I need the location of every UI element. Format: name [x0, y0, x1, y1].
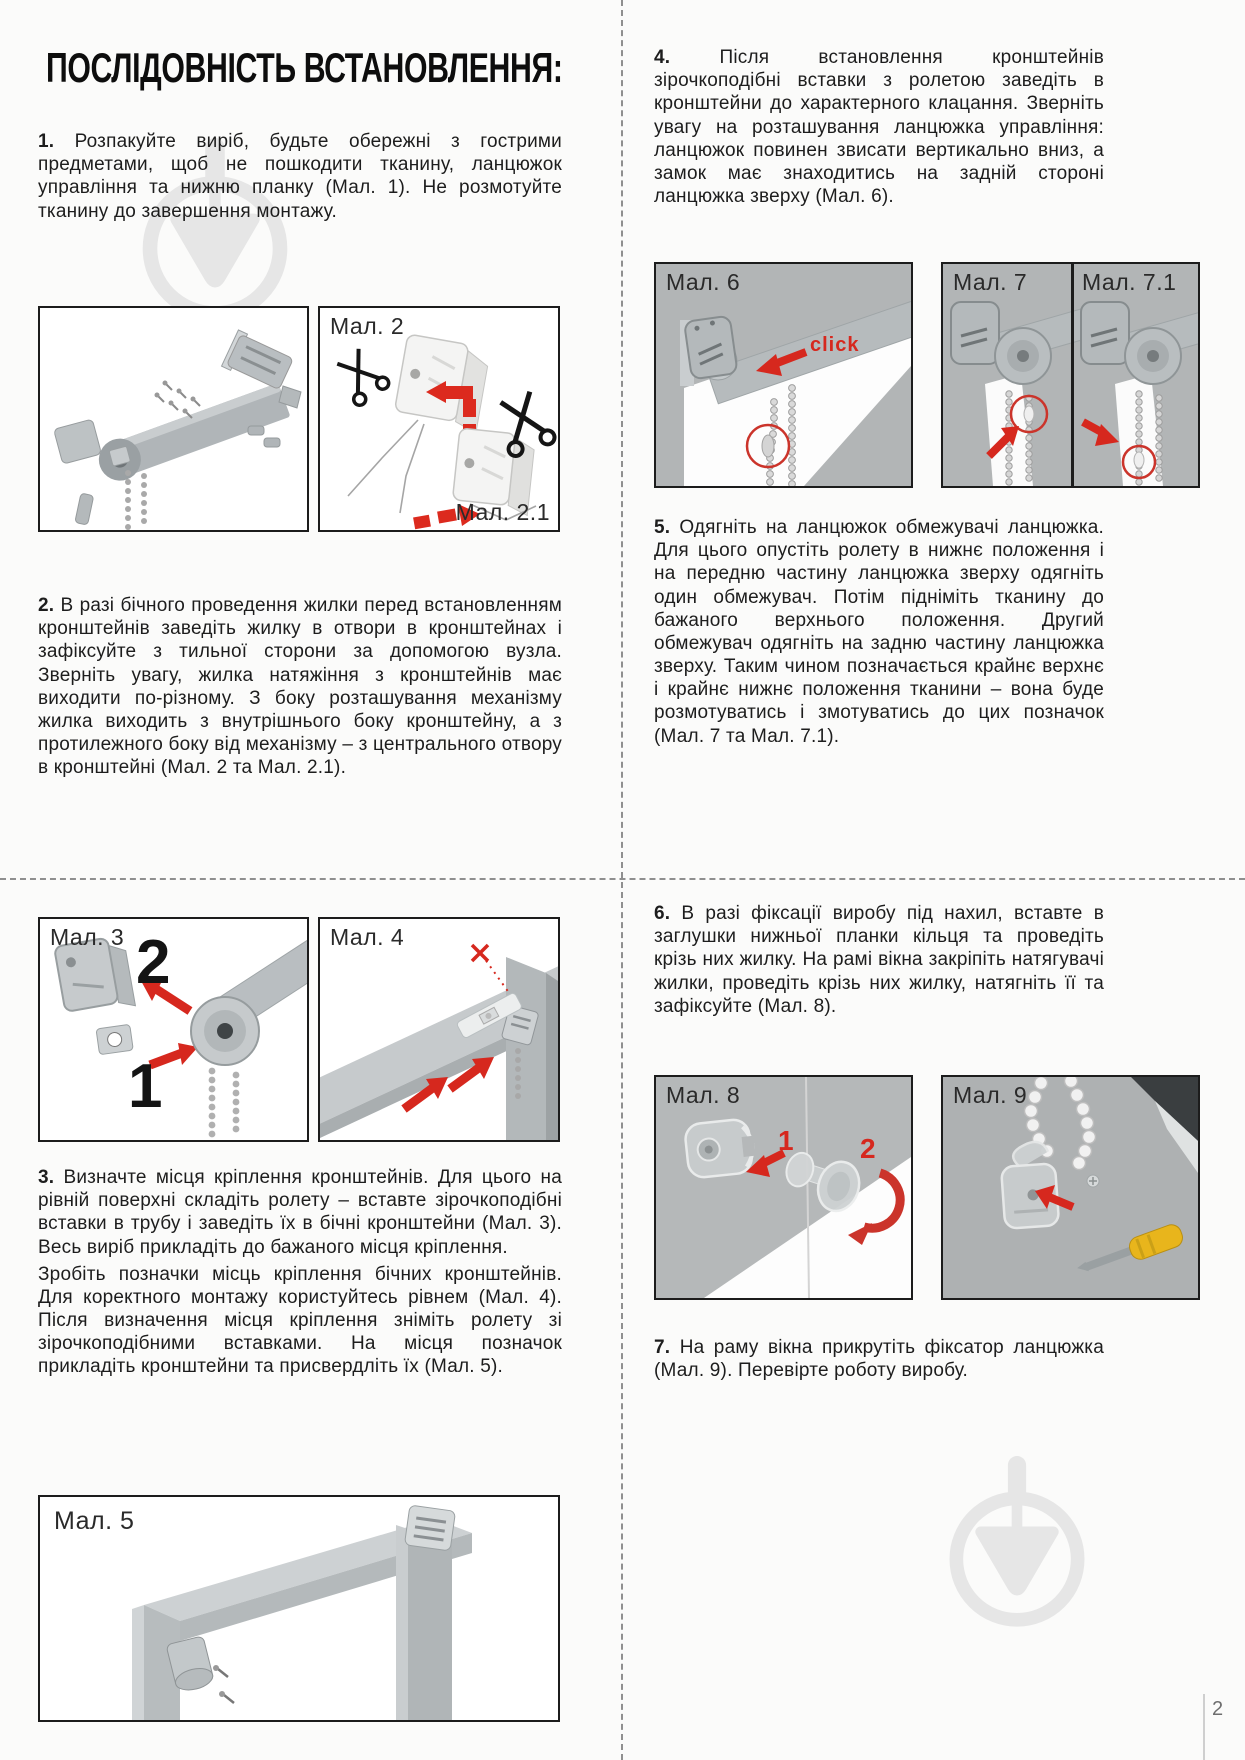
assembly-illustration: [40, 919, 307, 1140]
step-number: 2.: [38, 595, 55, 616]
figure-label: Мал. 3: [50, 924, 125, 950]
step-text: В разі бічного проведення жилки перед встановленням кронштейнів заведіть жилку в отвори в кронштейнах і зафіксуйте з тильної сторони за допомогою вузла. Зверніть увагу, жилка натяжіння з кронштейнів має виходити по-різному. З боку розташування механізму жилка виходить з внутрішнього боку кронштейну, а з протилежного боку від механізму – з центрального отвору в кронштейні (Мал. 2 та Мал. 2.1).: [38, 595, 563, 779]
figure-mal-1: [38, 306, 309, 532]
frame-post-right: [408, 1529, 452, 1720]
figure-mal-5: [38, 1495, 560, 1722]
figure-mal-7: [941, 262, 1200, 488]
step-number: 6.: [654, 903, 671, 924]
click-mount-illustration: [656, 264, 911, 486]
step-number: 5.: [654, 517, 671, 538]
step-text: На раму вікна прикрутіть фіксатор ланцюжка (Мал. 9). Перевірте роботу виробу.: [654, 1337, 1105, 1382]
footer-divider-line: [1203, 1694, 1205, 1760]
tension-cord: [348, 420, 418, 496]
page-number: 2: [1212, 1698, 1224, 1720]
sequence-marker-1: 1: [778, 1125, 794, 1156]
screws: [155, 381, 201, 419]
window-post-side: [546, 973, 558, 1140]
figure-mal-9: [941, 1075, 1200, 1300]
bead-chain: [125, 470, 147, 530]
step-number: 3.: [38, 1167, 55, 1188]
brand-watermark-icon: [941, 1456, 1093, 1638]
step-number: 7.: [654, 1337, 671, 1358]
step-text: Одягніть на ланцюжок обмежувачі ланцюжка. Для цього опустіть ролету в нижнє положення і на передню частину ланцюжка зверху одягніть один обмежувач. Потім підніміть тканину до бажаного верхнього положення. Другий обмежувач одягніть на задню частину ланцюжка зверху. Таким чином позначається крайнє верхнє і крайнє нижнє положення тканини – вона буде розмотуватись і змотуватись до цих позначок (Мал. 7 та Мал. 7.1).: [654, 517, 1104, 747]
figure-label: Мал. 5: [54, 1507, 135, 1535]
figure-label: Мал. 9: [953, 1082, 1028, 1108]
cord-hook: [684, 1118, 757, 1179]
figure-label: Мал. 7: [953, 269, 1028, 295]
screw-part: [264, 438, 280, 447]
figure-mal-8: [654, 1075, 913, 1300]
screws: [213, 1665, 234, 1703]
step-3: [38, 1166, 562, 1383]
step-text: Після встановлення кронштейнів зірочкоподібні вставки з ролетою заведіть в кронштейни до характерного клацання. Зверніть увагу на розташування ланцюжка управління: ланцюжок повинен звисати вертикально вниз, а замок має знаходитись на задній стороні ланцюжка зверху (Мал. 6).: [654, 47, 1104, 208]
bottom-rail-cap: [75, 493, 94, 525]
step-text: Визначте місця кріплення кронштейнів. Для цього на рівній поверхні складіть ролету – вставте зірочкоподібні вставки в трубу і заведіть їх в бічні кронштейни (Мал. 3). Весь виріб прикладіть до бажаного місця кріплення.: [38, 1167, 562, 1258]
step-5: [654, 516, 1104, 748]
figure-label: Мал. 8: [666, 1082, 741, 1108]
figure-mal-2: [318, 306, 560, 532]
step-number: 4.: [654, 47, 671, 68]
scissors-icon: [331, 345, 391, 407]
bracket-cord-illustration: [320, 308, 558, 530]
step-6: [654, 902, 1104, 1018]
step-text: Розпакуйте виріб, будьте обережні з гострими предметами, щоб не пошкодити тканину, ланцюжок управління та нижню планку (Мал. 1). Не розмотуйте тканину до завершення монтажу.: [38, 131, 562, 222]
tension-cord: [400, 424, 424, 513]
exploded-parts-illustration: [40, 308, 307, 530]
chain-fixator-illustration: [943, 1077, 1198, 1298]
chain-lock: [762, 435, 774, 457]
step-7: [654, 1336, 1104, 1382]
step-text: В разі фіксації виробу під нахил, вставте в заглушки нижньої планки кільця та проведіть крізь них жилку. На рамі вікна закріпіть натягувачі жилки, проведіть крізь них жилку, натягніть її та зафіксуйте (Мал. 8).: [654, 903, 1104, 1017]
window-post: [506, 957, 546, 1140]
roller-end: [191, 997, 259, 1065]
step-1: [38, 130, 562, 223]
sequence-marker-1: 1: [128, 1052, 163, 1121]
bead-chain: [209, 1068, 240, 1138]
side-bracket: [684, 316, 738, 380]
section-divider-dashed-line: [0, 878, 1245, 880]
sequence-marker-2: 2: [860, 1133, 876, 1164]
figure-sublabel: Мал. 7.1: [1082, 269, 1177, 295]
chain-stopper-illustration: [943, 264, 1198, 486]
red-cross-mark: [472, 945, 488, 961]
figure-label: Мал. 2: [330, 313, 405, 339]
frame-post-right-face: [396, 1525, 408, 1720]
step-number: 1.: [38, 131, 55, 152]
sequence-marker-2: 2: [136, 928, 171, 997]
figure-mal-4: [318, 917, 560, 1142]
page-title: ПОСЛІДОВНІСТЬ ВСТАНОВЛЕННЯ:: [46, 44, 563, 91]
screw: [1087, 1175, 1099, 1187]
figure-mal-3: [38, 917, 309, 1142]
level-marking-illustration: [320, 919, 558, 1140]
frame-post-left-face: [132, 1605, 144, 1720]
click-annotation: click: [810, 334, 860, 356]
figure-label: Мал. 6: [666, 269, 741, 295]
column-divider-dashed-line: [621, 0, 623, 1760]
figure-sublabel: Мал. 2.1: [455, 499, 550, 525]
cord-tensioner-illustration: [656, 1077, 911, 1298]
step-4: [654, 46, 1104, 208]
screw-part: [248, 426, 264, 435]
bracket-top-right: [222, 330, 295, 392]
figure-mal-6: [654, 262, 913, 488]
step-text: Зробіть позначки місць кріплення бічних кронштейнів. Для коректного монтажу користуйтесь рівнем (Мал. 4). Після визначення місця кріплення зніміть ролету зі зірочкоподібними вставками. На місця позначок прикладіть кронштейни та присвердліть їх (Мал. 5).: [38, 1263, 562, 1378]
step-2: [38, 594, 562, 779]
bracket-top-right: [404, 1505, 455, 1551]
figure-label: Мал. 4: [330, 924, 405, 950]
